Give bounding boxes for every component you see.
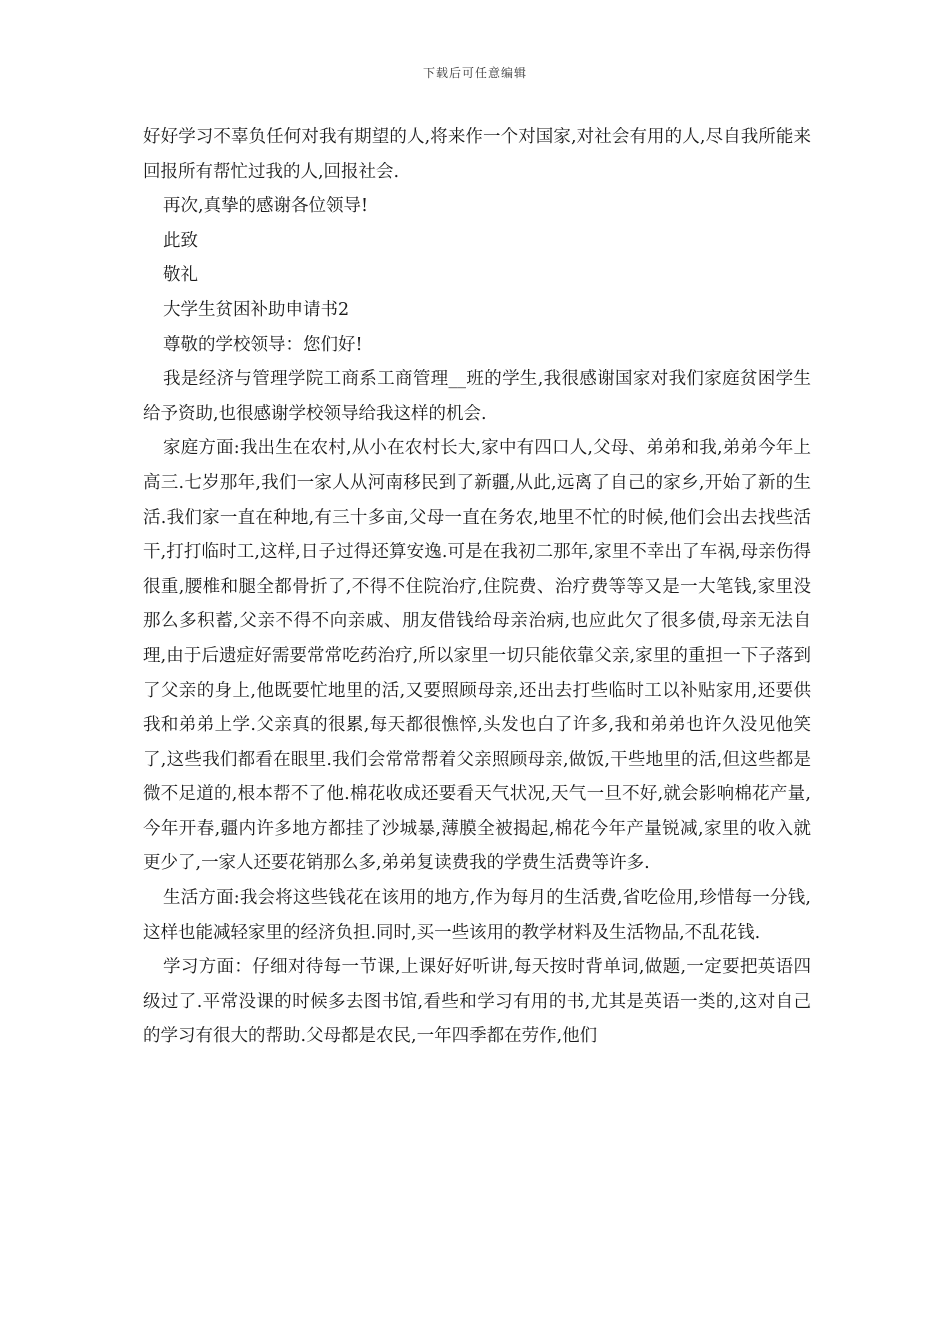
paragraph-living: 生活方面:我会将这些钱花在该用的地方,作为每月的生活费,省吃俭用,珍惜每一分钱,这样也能减轻家里的经济负担.同时,买一些该用的教学材料及生活物品,不乱花钱. <box>143 888 811 943</box>
salutation-jingli: 敬礼 <box>163 265 198 286</box>
paragraph-thanks: 再次,真挚的感谢各位领导! <box>163 196 369 217</box>
paragraph-study: 学习方面：仔细对待每一节课,上课好好听讲,每天按时背单词,做题,一定要把英语四级过了.平常没课的时候多去图书馆,看些和学习有用的书,尤其是英语一类的,这对自己的学习有很大的帮助.父母都是农民,一年四季都在劳作,他们 <box>143 957 811 1047</box>
page-header: 下载后可任意编辑 <box>422 66 527 80</box>
paragraph-family: 家庭方面:我出生在农村,从小在农村长大,家中有四口人,父母、弟弟和我,弟弟今年上高三.七岁那年,我们一家人从河南移民到了新疆,从此,远离了自己的家乡,开始了新的生活.我们家一直在种地,有三十多亩,父母一直在务农,地里不忙的时候,他们会出去找些活干,打打临时工,这样,日子过得还算安逸.可是在我初二那年,家里不幸出了车祸,母亲伤得很重,腰椎和腿全都骨折了,不得不住院治疗,住院费、治疗费等等又是一大笔钱,家里没那么多积蓄,父亲不得不向亲戚、朋友借钱给母亲治病,也应此欠了很多债,母亲无法自理,由于后遗症好需要常常吃药治疗,所以家里一切只能依靠父亲,家里的重担一下子落到了父亲的身上,他既要忙地里的活,又要照顾母亲,还出去打些临时工以补贴家用,还要供我和弟弟上学.父亲真的很累,每天都很憔悴,头发也白了许多,我和弟弟也许久没见他笑了,这些我们都看在眼里.我们会常常帮着父亲照顾母亲,做饭,干些地里的活,但这些都是微不足道的,根本帮不了他.棉花收成还要看天气状况,天气一旦不好,就会影响棉花产量,今年开春,疆内许多地方都挂了沙城暴,薄膜全被揭起,棉花今年产量锐减,家里的收入就更少了,一家人还要花销那么多,弟弟复读费我的学费生活费等许多. <box>143 438 811 874</box>
salutation-cizhi: 此致 <box>163 230 198 251</box>
section-title: 大学生贫困补助申请书2 <box>163 299 350 320</box>
document-body <box>143 120 811 1054</box>
greeting: 尊敬的学校领导：您们好! <box>163 334 363 355</box>
paragraph-introduction: 我是经济与管理学院工商系工商管理__班的学生,我很感谢国家对我们家庭贫困学生给予资助,也很感谢学校领导给我这样的机会. <box>143 369 811 424</box>
paragraph-closing-wish: 好好学习不辜负任何对我有期望的人,将来作一个对国家,对社会有用的人,尽自我所能来回报所有帮忙过我的人,回报社会. <box>143 127 811 182</box>
